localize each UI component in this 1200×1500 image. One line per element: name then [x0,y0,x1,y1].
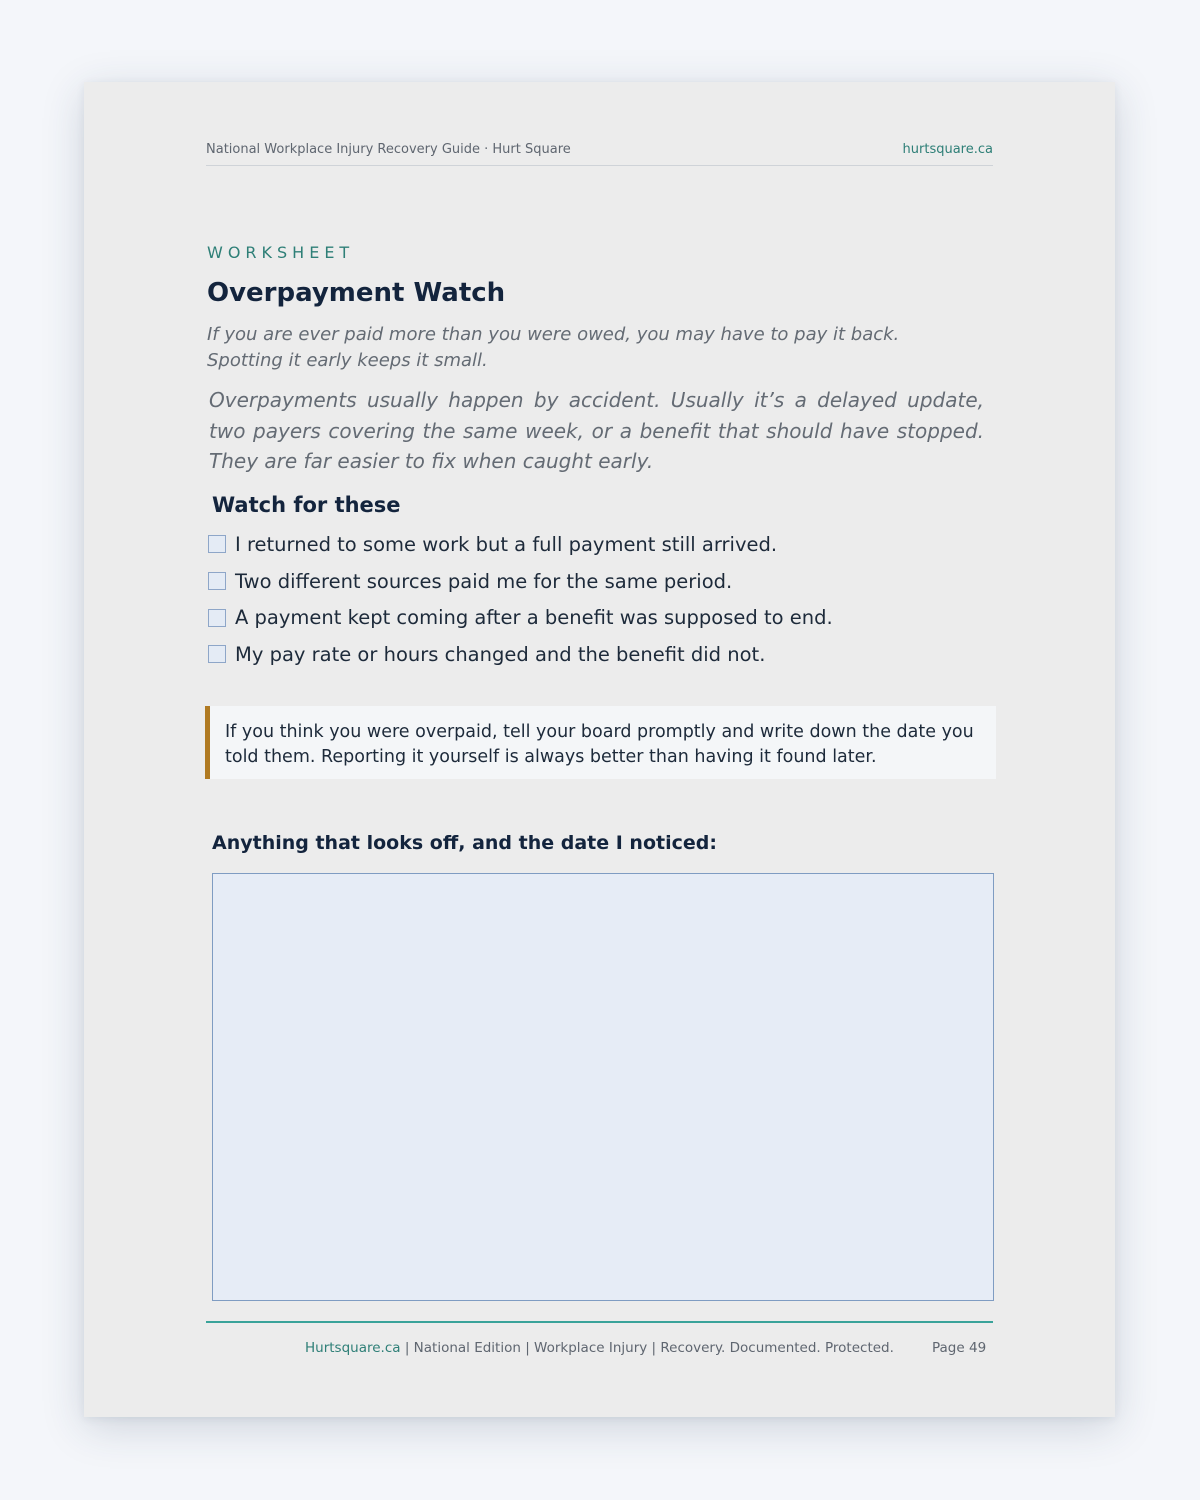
site-link[interactable]: hurtsquare.ca [902,142,993,157]
page-title: Overpayment Watch [207,278,506,308]
intro-paragraph: Overpayments usually happen by accident. Usually it’s a delayed update, two payers covering the same week, or a benefit that should have stopped. They are far easier to fix when caught early. [209,388,984,473]
checkbox[interactable] [208,609,226,627]
worksheet-page [84,82,1115,1417]
notes-label: Anything that looks off, and the date I noticed: [212,832,717,854]
checklist-heading: Watch for these [212,493,401,517]
running-header [206,142,993,166]
page-subtitle: If you are ever paid more than you were owed, you may have to pay it back. Spotting it early keeps it small. [207,324,900,371]
checklist-item[interactable] [208,563,833,600]
footer-brand[interactable]: Hurtsquare.ca [305,1340,401,1356]
checklist-item-label: A payment kept coming after a benefit was supposed to end. [235,606,833,630]
checklist-item[interactable] [208,526,833,563]
checkbox[interactable] [208,535,226,553]
checkbox[interactable] [208,645,226,663]
checklist-item-label: My pay rate or hours changed and the benefit did not. [235,642,766,666]
page-footer [305,1340,894,1356]
checklist-item-label: I returned to some work but a full payment still arrived. [235,532,778,556]
footer-divider [206,1321,993,1323]
page-number: Page 49 [932,1340,987,1356]
checklist-item-label: Two different sources paid me for the same period. [235,569,733,593]
worksheet-eyebrow: WORKSHEET [207,243,355,262]
checklist-item[interactable] [208,636,833,673]
checkbox[interactable] [208,572,226,590]
notes-field[interactable] [212,873,994,1301]
checklist [208,526,833,673]
tip-callout: If you think you were overpaid, tell your board promptly and write down the date you told them. Reporting it yourself is always better than having it found later. [205,706,996,779]
checklist-item[interactable] [208,599,833,636]
guide-title: National Workplace Injury Recovery Guide · Hurt Square [206,142,571,157]
footer-text: | National Edition | Workplace Injury | Recovery. Documented. Protected. [400,1340,894,1356]
